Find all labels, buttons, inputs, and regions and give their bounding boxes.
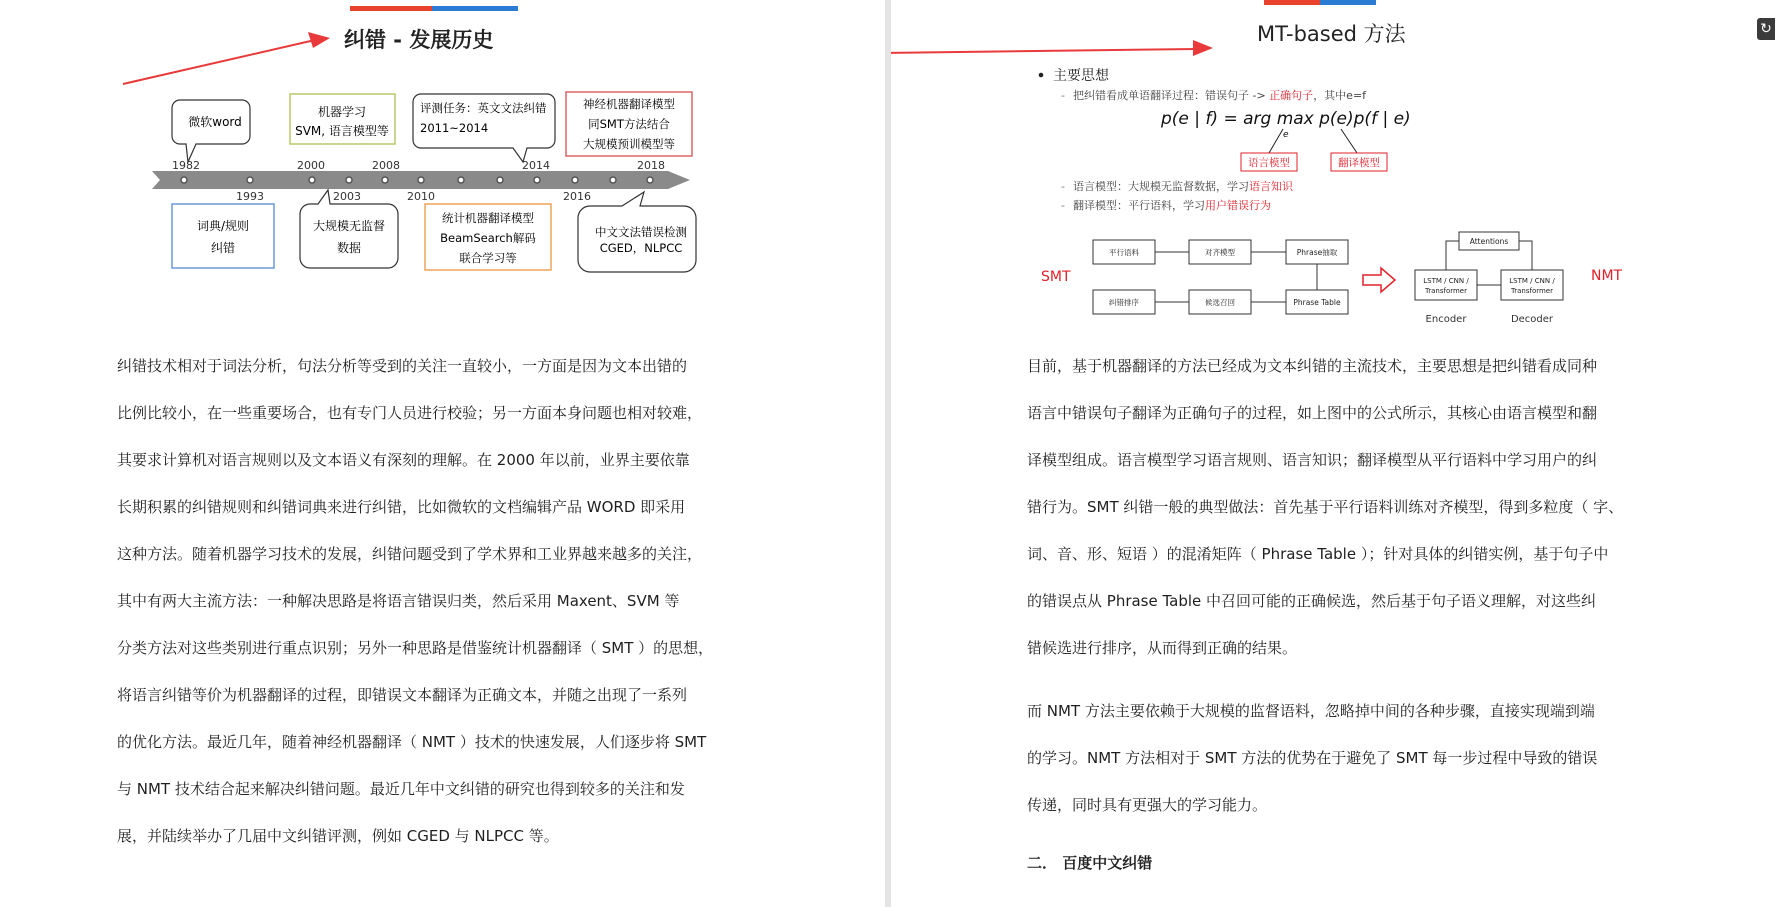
- callout-eval-line1: 评测任务：英文文法纠错: [420, 101, 547, 115]
- nmt-label: NMT: [1591, 268, 1623, 284]
- year-2014: 2014: [522, 159, 550, 172]
- slide-title-mt: MT-based 方法: [1257, 22, 1406, 46]
- history-paragraph: [117, 343, 751, 860]
- box-smt: [425, 204, 551, 270]
- nmt-encoder-box: [1415, 270, 1477, 300]
- document-page-left: [0, 0, 885, 907]
- paragraph-line: 比例比较小，在一些重要场合，也有专门人员进行校验；另一方面本身问题也相对较难，: [117, 404, 703, 422]
- box-rules-line1: 词典/规则: [196, 219, 250, 233]
- refresh-icon[interactable]: ↻: [1757, 18, 1775, 40]
- sub3: [1073, 198, 1271, 212]
- sub3-red: 用户错误行为: [1205, 199, 1271, 212]
- year-2008: 2008: [372, 159, 400, 172]
- sub2-prefix: 语言模型：大规模无监督数据，学习: [1073, 180, 1249, 193]
- nmt-attention-text: Attentions: [1469, 237, 1509, 246]
- section-heading: 二． 百度中文纠错: [1027, 854, 1153, 872]
- nmt-enc-line1: LSTM / CNN /: [1423, 277, 1469, 285]
- paragraph-line: 错行为。SMT 纠错一般的典型做法：首先基于平行语料训练对齐模型，得到多粒度（ 字、: [1027, 498, 1624, 516]
- smt-label: SMT: [1041, 269, 1071, 285]
- label-lm: 语言模型: [1248, 157, 1290, 169]
- box-rules: [172, 204, 274, 268]
- nmt-connector: [1519, 241, 1532, 270]
- mt-paragraph-2: [1027, 688, 1661, 829]
- paragraph-line: 的错误点从 Phrase Table 中召回可能的正确候选，然后基于句子语义理解，对这些纠: [1027, 592, 1597, 610]
- mt-paragraph-1: [1027, 343, 1661, 672]
- sub1: [1073, 88, 1367, 102]
- smt-box-text: 纠错排序: [1109, 298, 1139, 307]
- paragraph-line: 词、音、形、短语 ）的混淆矩阵（ Phrase Table ）；针对具体的纠错实例，基于句子中: [1027, 545, 1609, 563]
- sub1-prefix: 把纠错看成单语翻译过程：错误句子 ->: [1073, 89, 1270, 102]
- callout-cged-line2: CGED，NLPCC: [599, 241, 683, 255]
- sub-dash: -: [1061, 199, 1065, 212]
- sub1-suffix: ，其中e=f: [1313, 89, 1367, 102]
- paragraph-line: 的学习。NMT 方法相对于 SMT 方法的优势在于避免了 SMT 每一步过程中导致的错误: [1027, 749, 1598, 767]
- nmt-dec-line1: LSTM / CNN /: [1509, 277, 1555, 285]
- year-2016: 2016: [563, 190, 591, 203]
- timeline-dot: [458, 177, 464, 183]
- year-1982: 1982: [172, 159, 200, 172]
- smt-box-text: 对齐模型: [1205, 248, 1235, 257]
- red-arrow-left-head: [308, 32, 330, 48]
- paragraph-line: 其中有两大主流方法：一种解决思路是将语言错误归类，然后采用 Maxent、SVM 等: [117, 592, 680, 610]
- timeline-dot: [610, 177, 616, 183]
- red-arrow-right-head: [1193, 40, 1213, 56]
- sub1-red: 正确句子: [1269, 89, 1314, 102]
- year-2010: 2010: [407, 190, 435, 203]
- paragraph-line: 分类方法对这些类别进行重点识别；另外一种思路是借鉴统计机器翻译（ SMT ）的思想，: [117, 639, 714, 657]
- sub2: [1073, 179, 1294, 193]
- document-page-right: [891, 0, 1777, 907]
- sub2-red: 语言知识: [1249, 180, 1293, 193]
- callout-eval: [413, 94, 555, 162]
- callout-word: [172, 100, 250, 162]
- timeline-dot: [647, 177, 653, 183]
- box-rules-line2: 纠错: [210, 241, 236, 255]
- sub-dash: -: [1061, 89, 1065, 102]
- paragraph-line: 展，并陆续举办了几届中文纠错评测，例如 CGED 与 NLPCC 等。: [117, 827, 559, 845]
- box-nmt-line3: 大规模预训模型等: [583, 137, 675, 151]
- history-timeline-figure: [0, 0, 885, 290]
- slide-title-history: 纠错 - 发展历史: [344, 28, 494, 52]
- year-2003: 2003: [333, 190, 361, 203]
- box-nmt-line2: 同SMT方法结合: [588, 117, 670, 131]
- red-arrow-right: [891, 49, 1197, 53]
- timeline-dot: [418, 177, 424, 183]
- callout-cged-line1: 中文文法错误检测: [595, 225, 687, 239]
- box-ml-line2: SVM, 语言模型等: [295, 124, 389, 138]
- paragraph-line: 纠错技术相对于词法分析，句法分析等受到的关注一直较小，一方面是因为文本出错的: [117, 357, 688, 375]
- paragraph-line: 与 NMT 技术结合起来解决纠错问题。最近几年中文纠错的研究也得到较多的关注和发: [117, 780, 685, 798]
- bullet-main: 主要思想: [1053, 68, 1109, 84]
- nmt-decoder-box: [1501, 270, 1563, 300]
- callout-cged: [578, 192, 696, 272]
- timeline-dot: [382, 177, 388, 183]
- paragraph-line: 其要求计算机对语言规则以及文本语义有深刻的理解。在 2000 年以前，业界主要依靠: [117, 451, 690, 469]
- formula: p(e | f) = arg max p(e)p(f | e): [1161, 109, 1411, 129]
- bullet-dot: [1039, 73, 1044, 78]
- callout-word-text: 微软word: [188, 115, 242, 129]
- timeline-dot: [497, 177, 503, 183]
- transform-arrow-icon: [1363, 268, 1395, 292]
- formula-pointer-tm: [1341, 129, 1357, 153]
- paragraph-line: 传递，同时具有更强大的学习能力。: [1027, 796, 1268, 814]
- nmt-connector: [1446, 241, 1459, 270]
- formula-pointer-lm: [1269, 129, 1283, 153]
- callout-unsup-line2: 数据: [336, 241, 362, 255]
- timeline-dot: [181, 177, 187, 183]
- timeline-dot: [309, 177, 315, 183]
- paragraph-line: 的优化方法。最近几年，随着神经机器翻译（ NMT ）技术的快速发展，人们逐步将 SMT: [117, 733, 707, 751]
- box-smt-line3: 联合学习等: [459, 251, 517, 265]
- year-2000: 2000: [297, 159, 325, 172]
- paragraph-line: 而 NMT 方法主要依赖于大规模的监督语料，忽略掉中间的各种步骤，直接实现端到端: [1027, 702, 1595, 720]
- nmt-enc-line2: Transformer: [1424, 287, 1468, 295]
- timeline-dot: [534, 177, 540, 183]
- formula-subscript: e: [1283, 130, 1289, 140]
- paragraph-line: 译模型组成。语言模型学习语言规则、语言知识；翻译模型从平行语料中学习用户的纠: [1027, 451, 1598, 469]
- paragraph-line: 目前，基于机器翻译的方法已经成为文本纠错的主流技术，主要思想是把纠错看成同种: [1027, 357, 1598, 375]
- paragraph-line: 错候选进行排序，从而得到正确的结果。: [1027, 639, 1298, 657]
- paragraph-line: 将语言纠错等价为机器翻译的过程，即错误文本翻译为正确文本，并随之出现了一系列: [117, 686, 688, 704]
- smt-box-text: Phrase抽取: [1296, 248, 1338, 257]
- year-2018: 2018: [637, 159, 665, 172]
- timeline-dot: [572, 177, 578, 183]
- mt-method-figure: [891, 0, 1777, 340]
- sub-dash: -: [1061, 180, 1065, 193]
- smt-box-text: 候选召回: [1205, 298, 1235, 307]
- red-arrow-left: [123, 40, 315, 84]
- box-ml: [290, 94, 395, 144]
- label-tm: 翻译模型: [1338, 157, 1380, 169]
- sub3-prefix: 翻译模型：平行语料，学习: [1073, 199, 1205, 212]
- box-nmt: [566, 92, 692, 156]
- year-1993: 1993: [236, 190, 264, 203]
- paragraph-line: 这种方法。随着机器学习技术的发展，纠错问题受到了学术界和工业界越来越多的关注，: [117, 545, 703, 563]
- box-smt-line2: BeamSearch解码: [440, 231, 536, 245]
- decoder-label: Decoder: [1510, 314, 1554, 325]
- timeline-dot: [247, 177, 253, 183]
- box-ml-line1: 机器学习: [317, 105, 367, 119]
- nmt-dec-line2: Transformer: [1510, 287, 1554, 295]
- smt-box-text: Phrase Table: [1293, 298, 1341, 307]
- encoder-label: Encoder: [1425, 314, 1467, 325]
- callout-eval-line2: 2011~2014: [420, 121, 489, 135]
- callout-unsup-line1: 大规模无监督: [312, 219, 386, 233]
- smt-box-text: 平行语料: [1109, 248, 1139, 257]
- paragraph-line: 语言中错误句子翻译为正确句子的过程，如上图中的公式所示，其核心由语言模型和翻: [1027, 404, 1598, 422]
- paragraph-line: 长期积累的纠错规则和纠错词典来进行纠错，比如微软的文档编辑产品 WORD 即采用: [117, 498, 686, 516]
- timeline-dot: [346, 177, 352, 183]
- box-nmt-line1: 神经机器翻译模型: [583, 97, 675, 111]
- box-smt-line1: 统计机器翻译模型: [442, 211, 534, 225]
